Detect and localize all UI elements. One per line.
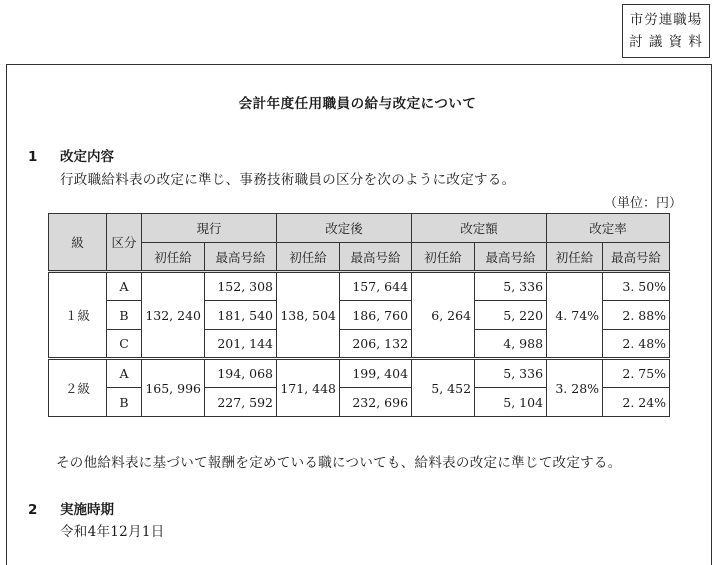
- max-revised-cell: 199, 404: [340, 359, 412, 388]
- max-rate-cell: 2. 75%: [603, 359, 670, 388]
- max-current-cell: 227, 592: [205, 388, 277, 417]
- level-2-first-rate: 3. 28%: [547, 359, 603, 417]
- max-rate-cell: 2. 88%: [603, 301, 670, 330]
- level-1-first-revised: 138, 504: [277, 272, 340, 359]
- max-current-cell: 201, 144: [205, 330, 277, 359]
- subheader-first-salary: 初任給: [547, 243, 603, 272]
- max-diff-cell: 5, 104: [475, 388, 547, 417]
- max-revised-cell: 206, 132: [340, 330, 412, 359]
- discussion-material-stamp: [622, 4, 710, 58]
- level-2-first-revised: 171, 448: [277, 359, 340, 417]
- max-rate-cell: 2. 24%: [603, 388, 670, 417]
- table-row: [49, 359, 670, 388]
- max-diff-cell: 5, 220: [475, 301, 547, 330]
- subheader-max-step: 最高号給: [603, 243, 670, 272]
- category-cell: C: [107, 330, 142, 359]
- level-2-first-current: 165, 996: [142, 359, 205, 417]
- header-kubun: 区分: [107, 214, 142, 272]
- implementation-date: 令和4年12月1日: [60, 524, 165, 540]
- header-rate: 改定率: [547, 214, 670, 243]
- max-revised-cell: 232, 696: [340, 388, 412, 417]
- category-cell: B: [107, 301, 142, 330]
- level-2-first-diff: 5, 452: [412, 359, 475, 417]
- subheader-first-salary: 初任給: [412, 243, 475, 272]
- subheader-max-step: 最高号給: [340, 243, 412, 272]
- header-current: 現行: [142, 214, 277, 243]
- section-1-number: 1: [28, 149, 38, 165]
- category-cell: A: [107, 272, 142, 301]
- category-cell: B: [107, 388, 142, 417]
- max-revised-cell: 157, 644: [340, 272, 412, 301]
- category-cell: A: [107, 359, 142, 388]
- subheader-max-step: 最高号給: [205, 243, 277, 272]
- section-1-title: 改定内容: [60, 149, 114, 165]
- section-2-heading: [28, 498, 114, 518]
- section-2-number: 2: [28, 502, 38, 518]
- subheader-max-step: 最高号給: [475, 243, 547, 272]
- section-1-description: 行政職給料表の改定に準じ、事務技術職員の区分を次のように改定する。: [60, 172, 516, 188]
- level-1-first-diff: 6, 264: [412, 272, 475, 359]
- max-diff-cell: 5, 336: [475, 359, 547, 388]
- stamp-line-2: 討 議 資 料: [629, 34, 703, 50]
- stamp-line-1: 市労連職場: [629, 12, 703, 28]
- level-2-label: ２級: [49, 359, 107, 417]
- max-rate-cell: 2. 48%: [603, 330, 670, 359]
- max-current-cell: 152, 308: [205, 272, 277, 301]
- unit-label: （単位：円）: [604, 196, 683, 211]
- level-1-first-rate: 4. 74%: [547, 272, 603, 359]
- header-kyu: 級: [49, 214, 107, 272]
- header-difference: 改定額: [412, 214, 547, 243]
- max-current-cell: 181, 540: [205, 301, 277, 330]
- subheader-first-salary: 初任給: [142, 243, 205, 272]
- table-row: [49, 272, 670, 301]
- level-1-first-current: 132, 240: [142, 272, 205, 359]
- section-2-title: 実施時期: [60, 502, 114, 518]
- subheader-first-salary: 初任給: [277, 243, 340, 272]
- max-revised-cell: 186, 760: [340, 301, 412, 330]
- max-rate-cell: 3. 50%: [603, 272, 670, 301]
- other-salary-note: その他給料表に基づいて報酬を定めている職についても、給料表の改定に準じて改定する。: [56, 455, 622, 471]
- max-diff-cell: 4, 988: [475, 330, 547, 359]
- header-revised: 改定後: [277, 214, 412, 243]
- max-current-cell: 194, 068: [205, 359, 277, 388]
- level-1-label: １級: [49, 272, 107, 359]
- salary-revision-table: [48, 213, 670, 417]
- document-title: 会計年度任用職員の給与改定について: [238, 96, 477, 112]
- max-diff-cell: 5, 336: [475, 272, 547, 301]
- section-1-heading: [28, 145, 114, 165]
